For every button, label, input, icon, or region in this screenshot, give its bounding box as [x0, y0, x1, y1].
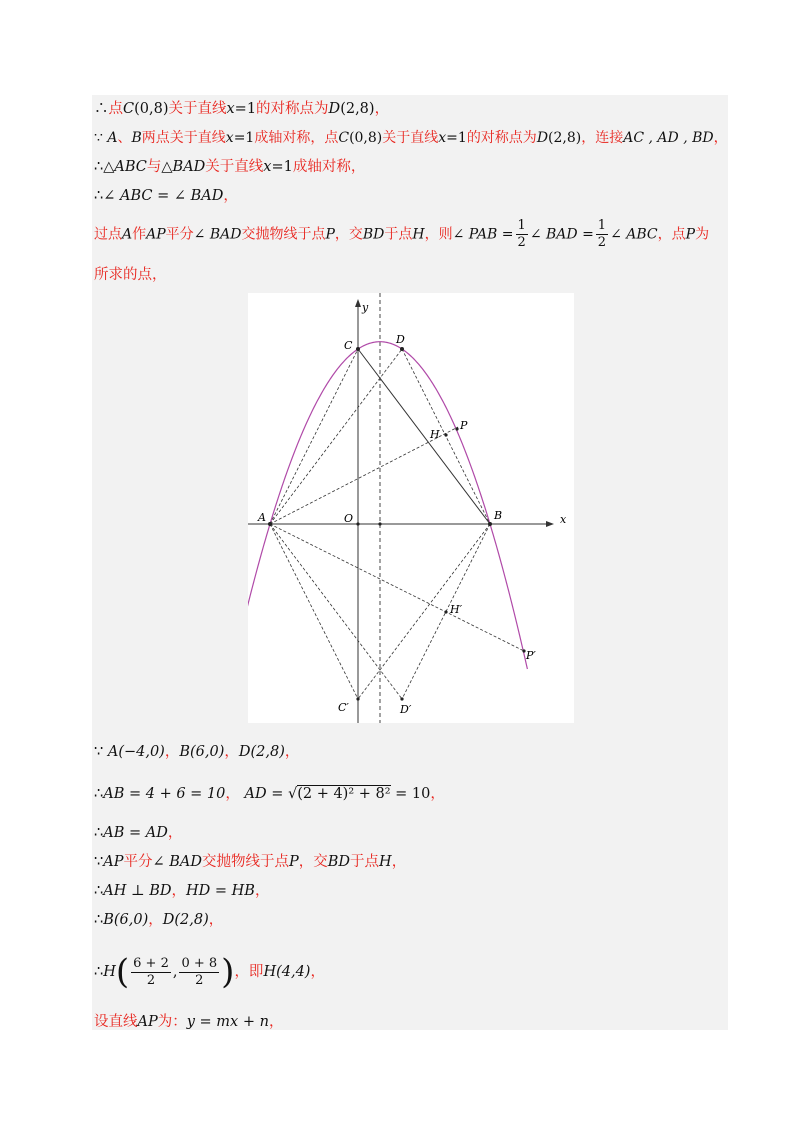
label-P-prime: P′	[526, 649, 536, 662]
fraction-y: $\frac{0 + 8}{2}$	[181, 955, 218, 988]
label-x: x	[560, 513, 567, 526]
line-5: 过点A作AP平分∠ BAD交抛物线于点P，交BD于点H，则∠ PAB = $\frac{1}{2}$ ∠ BAD = $\frac{1}{2}$ ∠ ABC，点P为	[94, 218, 710, 250]
line-10: ∵AP平分∠ BAD交抛物线于点P，交BD于点H，	[94, 854, 407, 870]
line-8: ∴AB = 4 + 6 = 10， AD = √(2 + 4)² + 8² = 10，	[94, 786, 445, 802]
label-A: A	[258, 511, 266, 524]
line-4: ∴∠ ABC = ∠ BAD，	[94, 188, 238, 204]
label-H: H	[430, 428, 440, 441]
label-y: y	[362, 301, 369, 314]
line-7: ∵ A(−4,0)，B(6,0)，D(2,8)，	[94, 744, 300, 760]
line-12: ∴B(6,0)，D(2,8)，	[94, 912, 224, 928]
line-CB	[358, 349, 490, 524]
label-H-prime: H′	[450, 603, 463, 616]
line-AC-prime	[270, 524, 358, 699]
fraction-half-2: $\frac{1}{2}$	[597, 218, 607, 250]
line-6: 所求的点，	[94, 267, 167, 283]
y-axis-arrow-icon	[355, 299, 361, 307]
line-3: ∴△ABC与△BAD关于直线x=1成轴对称，	[94, 159, 366, 175]
line-2: ∵ A、B两点关于直线x=1成轴对称，点C(0,8)关于直线x=1的对称点为D(2,8)，连接AC , AD , BD，	[94, 130, 728, 146]
line-AD	[270, 349, 402, 524]
fraction-half-1: $\frac{1}{2}$	[517, 218, 526, 250]
point-B	[488, 522, 492, 526]
parabola-diagram	[248, 293, 574, 723]
point-D-prime	[400, 697, 403, 700]
line-BC-prime	[358, 524, 490, 699]
line-9: ∴AB = AD，	[94, 825, 183, 841]
line-AC	[270, 349, 358, 524]
point-O	[356, 522, 359, 525]
point-P	[455, 427, 458, 430]
point-C	[356, 347, 360, 351]
x-axis-arrow-icon	[546, 521, 554, 527]
parabola-curve	[248, 342, 527, 669]
point-D	[400, 347, 404, 351]
line-AP-prime	[270, 524, 524, 651]
label-C-prime: C′	[338, 701, 349, 714]
point-H-prime	[444, 610, 447, 613]
label-C: C	[344, 339, 353, 352]
point-C-prime	[356, 697, 359, 700]
line-1: ∴点C(0,8)关于直线x=1的对称点为D(2,8)，	[94, 101, 390, 117]
point-H	[444, 433, 447, 436]
label-D: D	[396, 333, 405, 346]
label-O: O	[344, 512, 354, 525]
point-symmetry	[378, 522, 381, 525]
label-B: B	[494, 509, 503, 522]
label-D-prime: D′	[400, 703, 412, 716]
left-paren: (	[115, 952, 130, 992]
parabola-figure	[248, 293, 574, 723]
line-14: 设直线AP为：y = mx + n，	[94, 1014, 284, 1030]
line-11: ∴AH ⊥ BD，HD = HB，	[94, 883, 270, 899]
fraction-x: $\frac{6 + 2}{2}$	[133, 955, 169, 988]
label-P: P	[460, 419, 468, 432]
right-paren: )	[221, 952, 235, 992]
point-A	[268, 522, 272, 526]
line-AD-prime	[270, 524, 402, 699]
line-13: ∴H( $\frac{6 + 2}{2}$ , $\frac{0 + 8}{2}$ )，即H(4,4)，	[94, 952, 325, 992]
